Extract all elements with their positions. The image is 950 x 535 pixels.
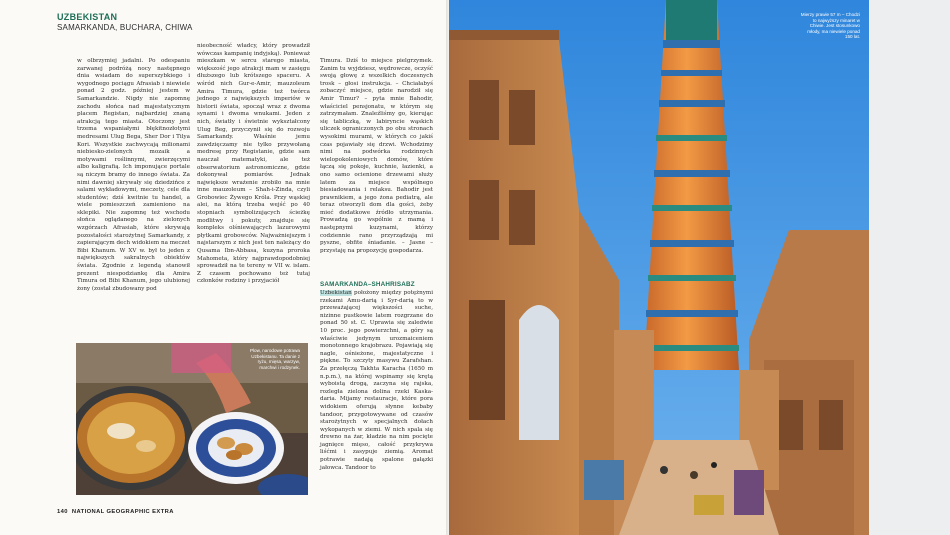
minaret-photo xyxy=(449,0,869,535)
column-2-text: nieobecność władcy, który prowadził wówczas kampanię indyjską). Ponieważ mieszkam w sercu starego miasta, większość jego atrakcji mam w zasięgu dłuższego lub krótszego spaceru. A wśród nich Gur-e-Amir, mauzoleum Amira Timura, gdzie też twórca jednego z największych imperiów w historii świata, spoczął wraz z dwoma synami i dwoma wnukami. Jeden z nich, światły i świetnie wykształcony Ulug Beg, przyczynił się do rozwoju Samarkandy. Właśnie jemu zawdzięczamy nie tylko przywołaną medresę przy Registanie, gdzie sam nauczał matematyki, ale też obserwatorium astronomiczne, gdzie dokonywał pomiarów. Jednak największe wrażenie zrobiło na mnie inne mauzoleum – Shah-i-Zinda, czyli Grobowiec Żywego Króla. Przy wąskiej alei, na którą trzeba wejść po 40 stopniach symbolizujących ścieżkę modlitwy i pokuty, znajduje się kompleks olśniewających lazurowymi płytkami grobowców. Najważniejszym i najstarszym z nich jest ten należący do Qusama Ibn-Abbasa, kuzyna proroka Mahometa, który najprawdopodobniej sprowadził na te tereny w VII w. islam. Z czasem pochowano też tutaj członków rodziny i przyjaciół xyxy=(197,43,310,285)
subheading: SAMARKANDA–SHAHRISABZ xyxy=(320,281,415,288)
food-photo-caption: Plow, narodowe potrawa Uzbekistanu. Ta danie z ryżu, mięsa, warzyw, marchwi i rodzynek. xyxy=(249,348,300,370)
column-3-text: Timura. Dziś to miejsce pielgrzymek. Zanim tu wyjdziesz, wędrowcze, oczyść swoją głowę z wszelkich doczesnych trosk – głosi instrukcja. – Chciałabyś zobaczyć miejsce, gdzie narodził się Amir Timur? – pyta mnie Bahodir, właściciel pensjonatu, w którym się zatrzymałam. Znaleźliśmy go, kierując się tabliczką, w labiryncie wąskich uliczek ograniczonych po obu stronach wysokimi murami, w których co jakiś czas pojawiały się drzwi. Wchodzimy nimi na podwórka rodzinnych wielopokoleniowych domów, które łączą się pokoje, kuchnie, łazienki, a ono samo ocienione drzewami służy latem za miejsce wspólnego biesiadowania i relaksu. Bahodir jest prawnikiem, a jego żona pediatrą, ale teraz otworzyli dom dla gości, żeby mieć dodatkowe źródło utrzymania. Prowadzą go wspólnie z mamą i następnymi kuzynami, którzy codziennie rano przyrządzają mi pyszne, obfite śniadanie. – Jasne – przystaję na propozycję gospodarza. xyxy=(320,58,433,254)
text-column-3 xyxy=(320,58,433,255)
publication-name: NATIONAL GEOGRAPHIC EXTRA xyxy=(71,509,174,515)
highlighted-word: Uzbekistan xyxy=(320,290,352,296)
page-number: 140 xyxy=(57,509,68,515)
section-subtitle: SAMARKANDA, BUCHARA, CHIWA xyxy=(57,23,193,32)
column-3-lower-text xyxy=(320,290,433,472)
minaret-illustration xyxy=(449,0,869,535)
text-column-2 xyxy=(197,43,310,286)
page-folio xyxy=(57,509,174,515)
text-column-1 xyxy=(77,58,190,293)
outer-margin xyxy=(869,0,950,535)
text-column-3-lower xyxy=(320,290,433,472)
column-1-text: w olbrzymiej jadalni. Po odespaniu zarwanej podróżą nocy następnego dnia wsiadam do superszybkiego i wygodnego pociągu Afrasiab i niewiele ponad 2 godz. później jestem w Samarkandzie. Nigdy nie zapomnę zachodu słońca nad majestatycznym placem Registan, najbardziej znaną atrakcją tego miasta. Otoczony jest trzema wspaniałymi błękitnozłotymi medresami Ulug Bega, Sher Dor i Tilya Kori. Wszystkie zachwycają milionami niebiesko-zielonych mozaik a motywami roślinnymi, zwierzęcymi albo kaligrafią. Ich imponujące portale są niczym bramy do innego świata. Za nimi dawniej skrywały się dziedzińce z salami wykładowymi, meczety, cele dla studentów; dziś kwitnie tu handel, a wiele pomieszczeń zamieniono na sklepiki. Nie zapomnę też wschodu słońca oglądanego na zielonych wzgórzach Afrasiab, które skrywają pozostałości starożytnej Samarkandy, z zapierającym dech widokiem na meczet Bibi Khanum. W XV w. był to jeden z największych sakralnych obiektów świata. Zgodnie z legendą stanowił prezent niespodziankę dla Amira Timura od Bibi Khanum, jego ulubionej żony (został zbudowany pod xyxy=(77,58,190,292)
minaret-photo-caption: Mierzy prawie 57 m – Chodzi to najwyższy minaret w Chiwie. Jest stosunkowo młody, ma niewiele ponad 150 lat. xyxy=(800,12,860,40)
food-photo xyxy=(76,343,308,495)
column-3-lower-rest: położony między potężnymi rzekami Amu-darią i Syr-darią to w przeważającej większości suche, nizinne pustkowie latem rozgrzane do ponad 50 st. C. Uprawia się zaledwie 10 proc. jego powierzchni, a góry są właściwie jedynym urozmaiceniem monotonnego krajobrazu. Pojawiają się nagle, ośnieżone, majestatyczne i piękne. To szczyty masywu Zarafshan. Za przełęczą Takhta Karacha (1650 m n.p.m.), na której wspinamy się krętą wyboistą drogą, zaczyna się rajska, rozległa zielona dolina rzeki Kaska-daria. Mijamy restauracje, które pora widokiem oferują słynne kebaby tandoor, przygotowywane od czasów starożytnych w specjalnych dołach wykopanych w ziemi. W nich spala się drewno na żar, kładzie na nim pocięte jagnięce mięso, całość przykrywa liśćmi i zasypuje ziemią. Aromat potrawie nadają spalone gałązki jałowca. Tandoor to xyxy=(320,290,433,471)
section-kicker: UZBEKISTAN xyxy=(57,12,118,22)
